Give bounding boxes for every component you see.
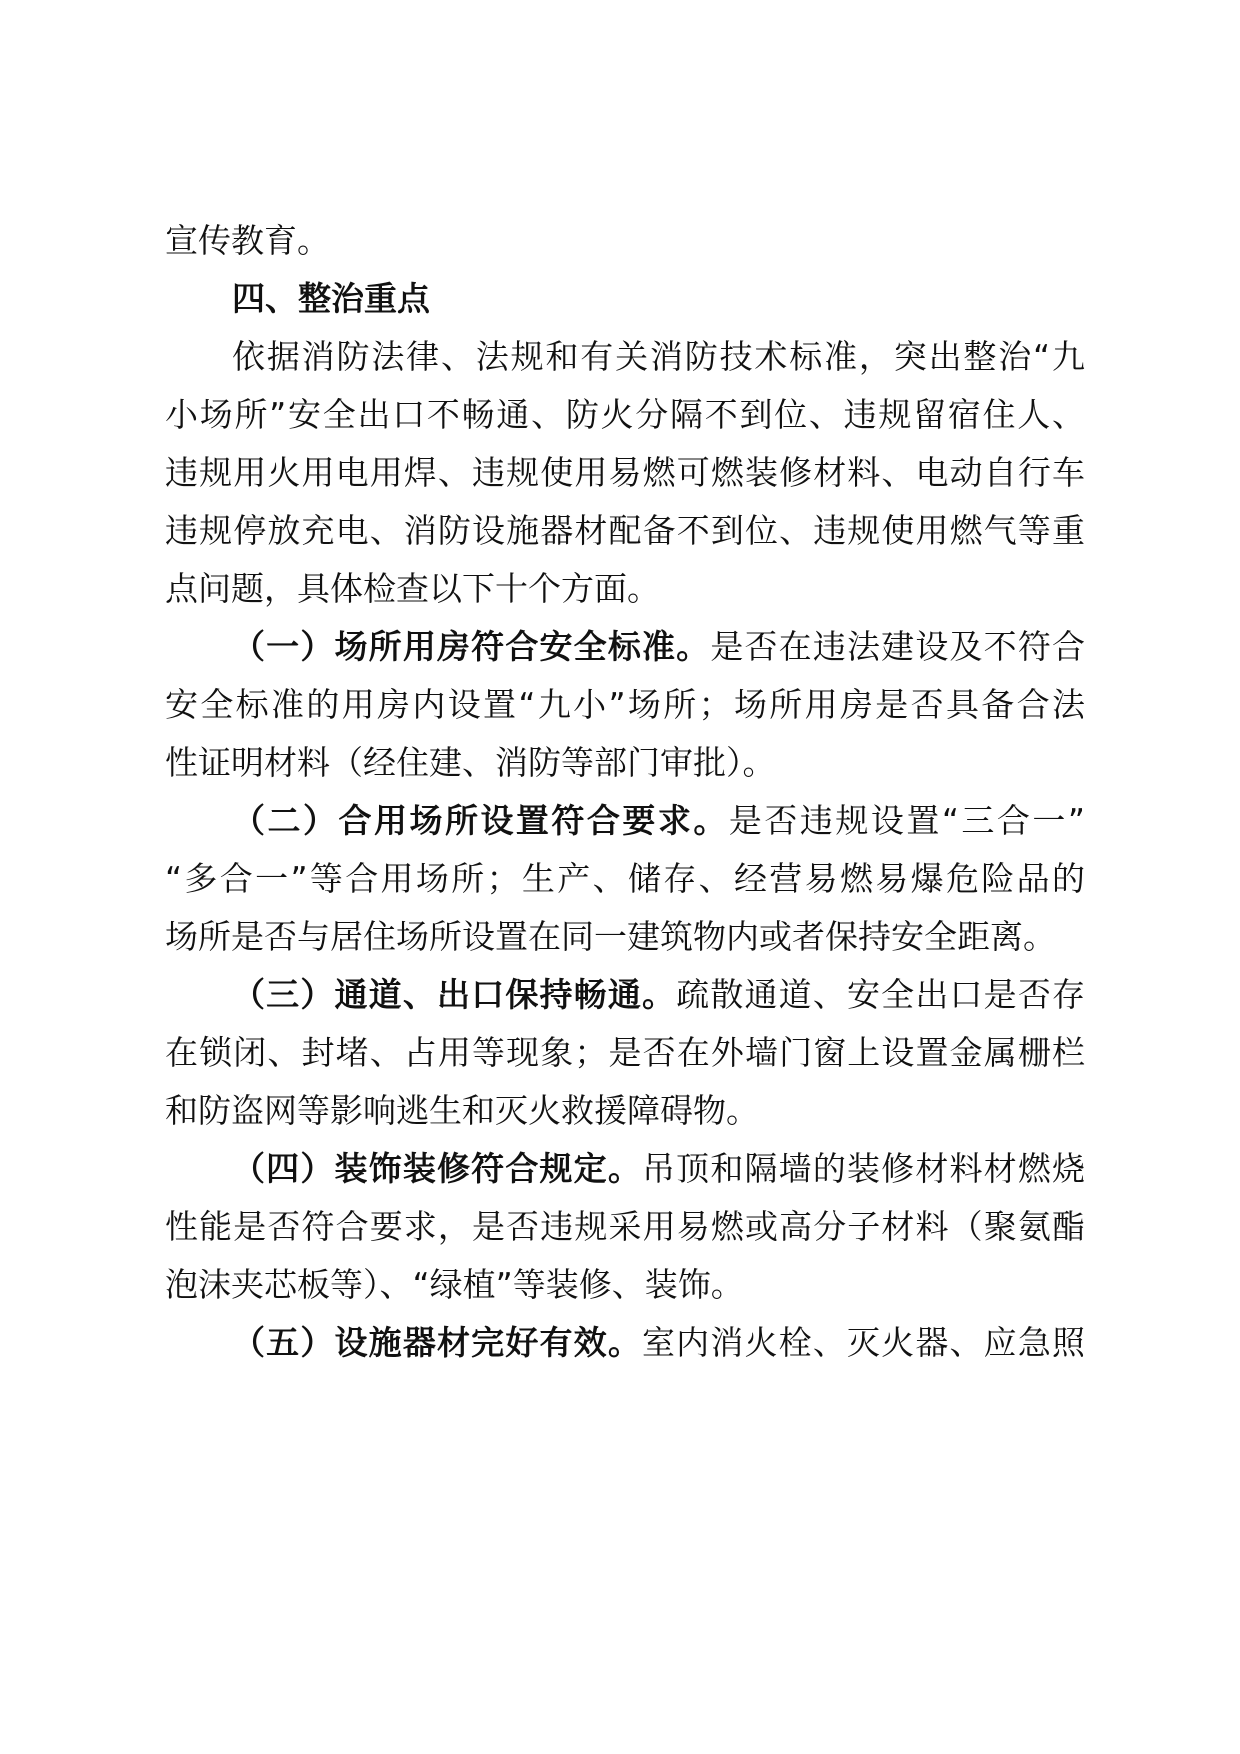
paragraph-line: 安全标准的用房内设置“九小”场所；场所用房是否具备合法 <box>165 685 1085 724</box>
item-4-text: 吊顶和隔墙的装修材料材燃烧 <box>642 1149 1085 1188</box>
section-heading: 四、整治重点 <box>232 279 430 318</box>
intro-tail-line: 宣传教育。 <box>165 221 330 260</box>
paragraph-line: 性证明材料（经住建、消防等部门审批）。 <box>165 743 776 782</box>
item-4-title: （四）装饰装修符合规定。 <box>232 1149 642 1188</box>
item-1-first-line <box>232 617 1085 677</box>
paragraph-line: 依据消防法律、法规和有关消防技术标准，突出整治“九 <box>232 337 1085 376</box>
item-3-text: 疏散通道、安全出口是否存 <box>676 975 1085 1014</box>
paragraph-line: 小场所”安全出口不畅通、防火分隔不到位、违规留宿住人、 <box>165 395 1085 434</box>
item-1-text: 是否在违法建设及不符合 <box>710 627 1085 666</box>
item-5-text: 室内消火栓、灭火器、应急照 <box>642 1323 1085 1362</box>
item-1-title: （一）场所用房符合安全标准。 <box>232 627 711 666</box>
paragraph-line: 在锁闭、封堵、占用等现象；是否在外墙门窗上设置金属栅栏 <box>165 1033 1085 1072</box>
paragraph-line: “多合一”等合用场所；生产、储存、经营易燃易爆危险品的 <box>165 859 1085 898</box>
item-5-title: （五）设施器材完好有效。 <box>232 1323 642 1362</box>
item-3-title: （三）通道、出口保持畅通。 <box>232 975 677 1014</box>
paragraph-line: 性能是否符合要求，是否违规采用易燃或高分子材料（聚氨酯 <box>165 1207 1085 1246</box>
item-2-title: （二）合用场所设置符合要求。 <box>232 801 729 840</box>
paragraph-line: 违规停放充电、消防设施器材配备不到位、违规使用燃气等重 <box>165 511 1085 550</box>
item-2-text: 是否违规设置“三合一” <box>728 801 1085 840</box>
paragraph-line: 和防盗网等影响逃生和灭火救援障碍物。 <box>165 1091 759 1130</box>
item-2-first-line <box>232 791 1085 851</box>
paragraph-line: 点问题，具体检查以下十个方面。 <box>165 569 660 608</box>
item-3-first-line <box>232 965 1085 1025</box>
item-4-first-line <box>232 1139 1085 1199</box>
paragraph-line: 违规用火用电用焊、违规使用易燃可燃装修材料、电动自行车 <box>165 453 1085 492</box>
item-5-first-line <box>232 1313 1085 1373</box>
paragraph-line: 泡沫夹芯板等）、“绿植”等装修、装饰。 <box>165 1265 744 1304</box>
paragraph-line: 场所是否与居住场所设置在同一建筑物内或者保持安全距离。 <box>165 917 1056 956</box>
